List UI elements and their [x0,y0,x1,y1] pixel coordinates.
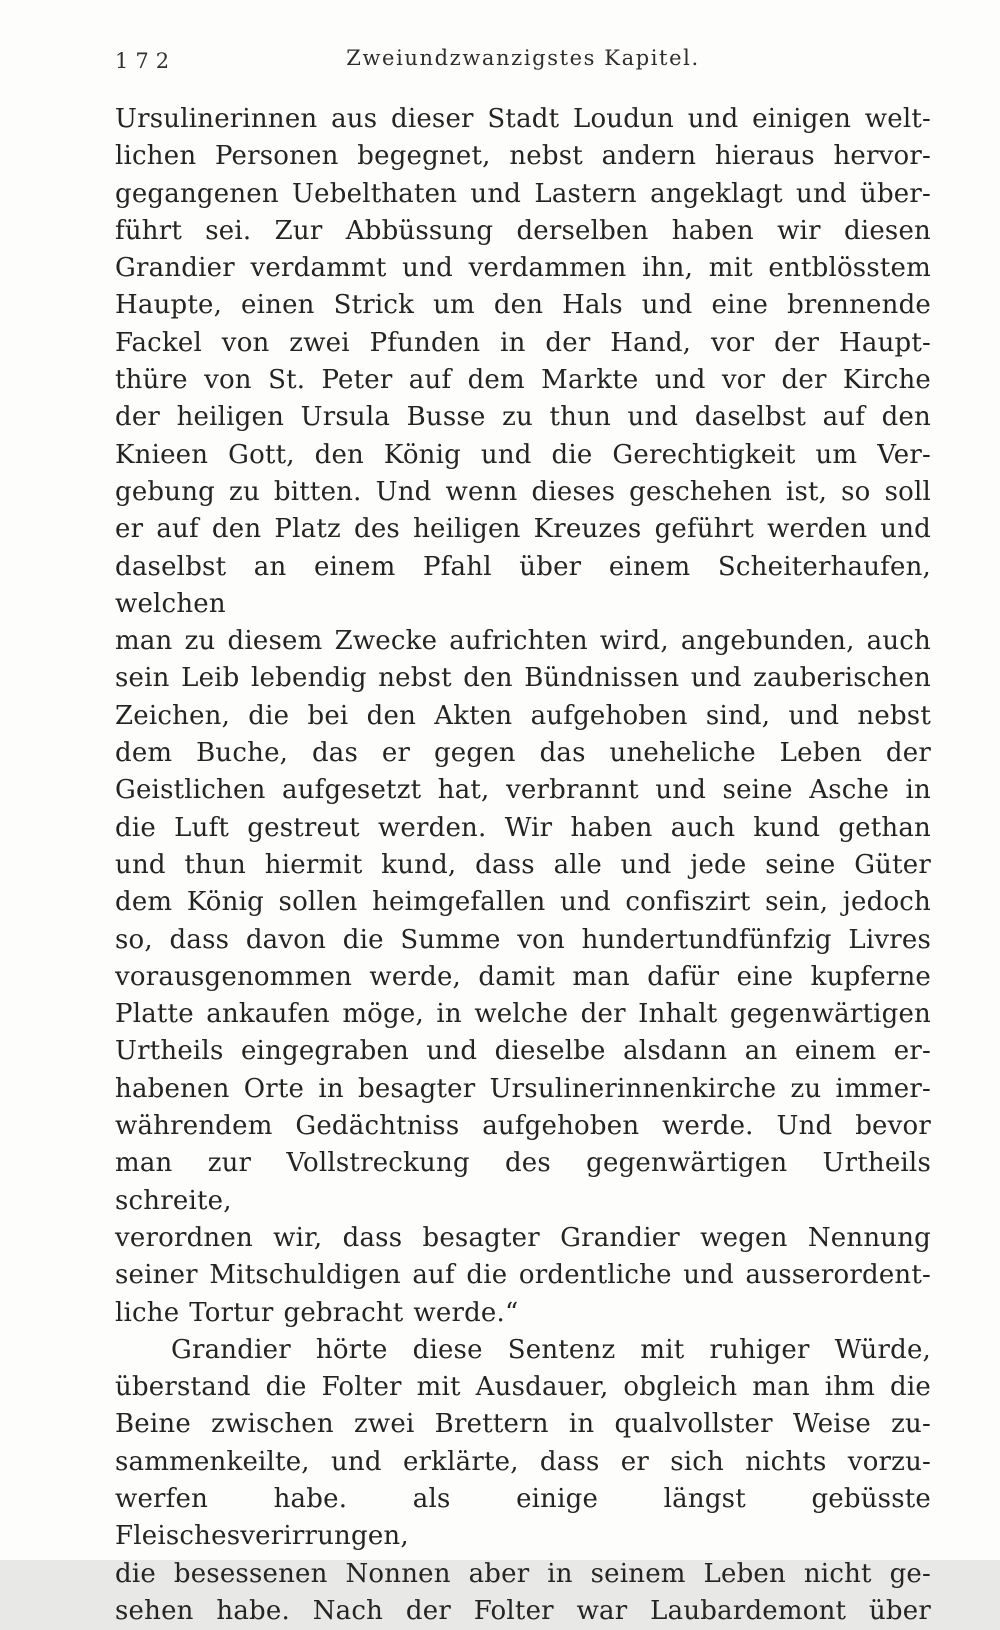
text-line: werfen habe. als einige längst gebüsste Fleischesverirrungen, [115,1483,931,1552]
text-line: die besessenen Nonnen aber in seinem Leben nicht ge- [115,1558,931,1589]
text-line: habenen Orte in besagter Ursulinerinnenkirche zu immer- [115,1073,931,1104]
text-line: daselbst an einem Pfahl über einem Scheiterhaufen, welchen [115,551,931,619]
text-line: Fackel von zwei Pfunden in der Hand, vor der Haupt- [115,327,931,358]
text-line: Platte ankaufen möge, in welche der Inhalt gegenwärtigen [115,999,931,1030]
text-line: er auf den Platz des heiligen Kreuzes geführt werden und [115,514,931,545]
text-line: sehen habe. Nach der Folter war Laubardemont über [115,1595,931,1626]
chapter-header: Zweiundzwanzigstes Kapitel. [346,46,700,70]
text-line: der heiligen Ursula Busse zu thun und daselbst auf den [115,402,931,433]
text-line: gebung zu bitten. Und wenn dieses geschehen ist, so soll [115,476,931,507]
text-line: dem Buche, das er gegen das uneheliche Leben der [115,738,931,769]
text-line: verordnen wir, dass besagter Grandier wegen Nennung [115,1222,931,1253]
page-header [115,46,931,76]
text-line: Grandier hörte diese Sentenz mit ruhiger Würde, [171,1334,931,1365]
text-line: seiner Mitschuldigen auf die ordentliche und ausserordent- [115,1260,931,1291]
text-line: und thun hiermit kund, dass alle und jede seine Güter [115,849,931,880]
text-line: so, dass davon die Summe von hundertundfünfzig Livres [115,924,931,955]
text-line: gegangenen Uebelthaten und Lastern angeklagt und über- [115,178,931,209]
page-number: 172 [115,49,177,73]
text-line: Geistlichen aufgesetzt hat, verbrannt und seine Asche in [115,775,931,806]
text-line: überstand die Folter mit Ausdauer, obgleich man ihm die [115,1372,931,1403]
text-line: lichen Personen begegnet, nebst andern hieraus hervor- [115,141,931,172]
text-line: führt sei. Zur Abbüssung derselben haben wir diesen [115,215,931,246]
text-line: währendem Gedächtniss aufgehoben werde. Und bevor [115,1111,931,1142]
body-text [115,101,931,1630]
text-line: Beine zwischen zwei Brettern in qualvollster Weise zu- [115,1409,931,1440]
text-line: sein Leib lebendig nebst den Bündnissen und zauberischen [115,663,931,694]
text-line: liche Tortur gebracht werde.“ [115,1297,519,1328]
text-line: Knieen Gott, den König und die Gerechtigkeit um Ver- [115,439,931,470]
text-line: sammenkeilte, und erklärte, dass er sich nichts vorzu- [115,1446,931,1477]
text-line: man zu diesem Zwecke aufrichten wird, angebunden, auch [115,626,931,657]
text-line: vorausgenommen werde, damit man dafür eine kupferne [115,961,931,992]
text-line: die Luft gestreut werden. Wir haben auch kund gethan [115,812,931,843]
text-line: Zeichen, die bei den Akten aufgehoben sind, und nebst [115,700,931,731]
text-line: Ursulinerinnen aus dieser Stadt Loudun und einigen welt- [115,104,931,134]
text-line: thüre von St. Peter auf dem Markte und vor der Kirche [115,365,931,396]
text-line: Urtheils eingegraben und dieselbe alsdann an einem er- [115,1036,931,1067]
text-line: dem König sollen heimgefallen und confiszirt sein, jedoch [115,887,931,918]
text-line: Grandier verdammt und verdammen ihn, mit entblösstem [115,253,931,284]
text-line: man zur Vollstreckung des gegenwärtigen Urtheils schreite, [115,1148,931,1216]
text-line: Haupte, einen Strick um den Hals und eine brennende [115,290,931,321]
